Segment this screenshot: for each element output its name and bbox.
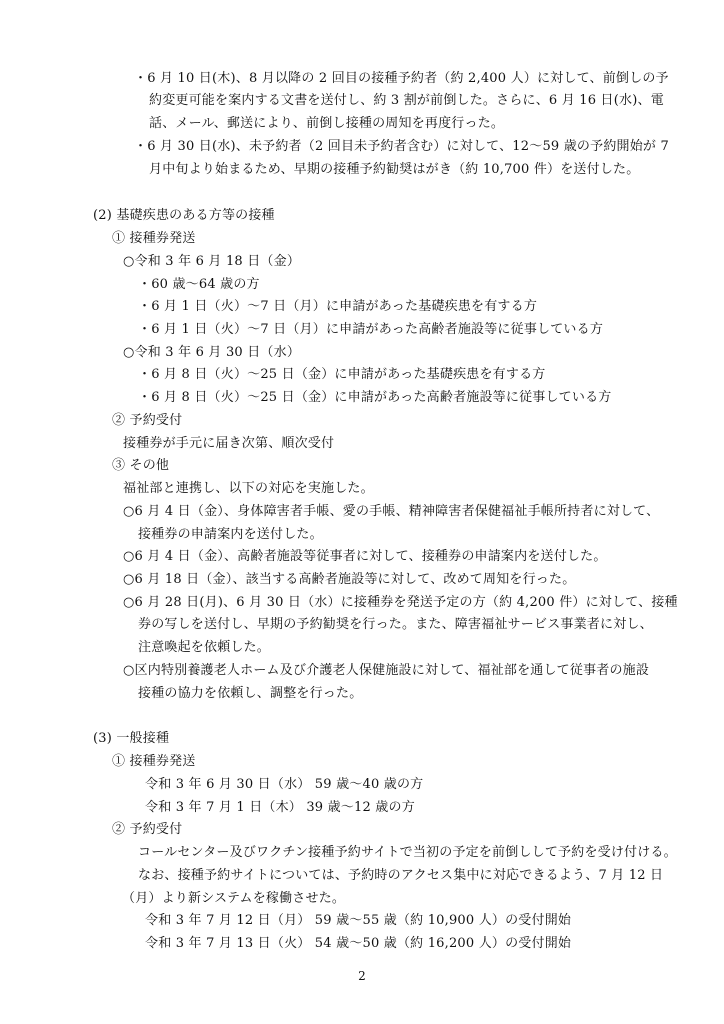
text-line: （月）より新システムを稼働させた。 <box>122 891 346 906</box>
text-line: ○6 月 4 日（金）、身体障害者手帳、愛の手帳、精神障害者保健福祉手帳所持者に対して、 <box>123 504 660 519</box>
text-line: (2) 基礎疾患のある方等の接種 <box>93 208 275 223</box>
text-line: ・6 月 1 日（火）～7 日（月）に申請があった高齢者施設等に従事している方 <box>138 322 604 337</box>
text-line: 福祉部と連携し、以下の対応を実施した。 <box>123 481 374 496</box>
text-line: 令和 3 年 6 月 30 日（水） 59 歳～40 歳の方 <box>145 777 424 792</box>
text-line: ・6 月 8 日（火）～25 日（金）に申請があった高齢者施設等に従事している方 <box>138 390 612 405</box>
text-line: 接種券が手元に届き次第、順次受付 <box>123 436 335 451</box>
page-number: 2 <box>358 969 366 983</box>
text-line: ○令和 3 年 6 月 18 日（金） <box>123 254 301 269</box>
text-line: ・6 月 30 日(水)、未予約者（2 回目未予約者含む）に対して、12～59 歳の予約開始が 7 <box>134 139 669 154</box>
text-line: ○6 月 28 日(月)、6 月 30 日（水）に接種券を発送予定の方（約 4,200 件）に対して、接種 <box>123 595 678 610</box>
text-line: ○6 月 18 日（金）、該当する高齢者施設等に対して、改めて周知を行った。 <box>123 572 576 587</box>
text-line: ① 接種券発送 <box>112 231 196 246</box>
text-line: ・6 月 1 日（火）～7 日（月）に申請があった基礎疾患を有する方 <box>138 299 538 314</box>
text-line: ○令和 3 年 6 月 30 日（水） <box>123 345 301 360</box>
text-line: 令和 3 年 7 月 1 日（木） 39 歳～12 歳の方 <box>145 800 415 815</box>
text-line: 注意喚起を依頼した。 <box>138 640 271 655</box>
text-line: ○6 月 4 日（金）、高齢者施設等従事者に対して、接種券の申請案内を送付した。 <box>123 549 607 564</box>
text-line: ① 接種券発送 <box>112 754 196 769</box>
text-line: ○区内特別養護老人ホーム及び介護老人保健施設に対して、福祉部を通して従事者の施設 <box>123 663 650 678</box>
text-line: 話、メール、郵送により、前倒し接種の周知を再度行った。 <box>149 116 505 131</box>
text-line: ・60 歳～64 歳の方 <box>138 277 260 292</box>
text-line: コールセンター及びワクチン接種予約サイトで当初の予定を前倒しして予約を受け付ける。 <box>138 845 677 860</box>
text-line: 券の写しを送付し、早期の予約勧奨を行った。また、障害福祉サービス事業者に対し、 <box>138 617 653 632</box>
text-line: 接種の協力を依頼し、調整を行った。 <box>138 686 363 701</box>
text-line: なお、接種予約サイトについては、予約時のアクセス集中に対応できるよう、7 月 12 日 <box>138 868 664 883</box>
text-line: 月中旬より始まるため、早期の接種予約勧奨はがき（約 10,700 件）を送付した。 <box>149 162 640 177</box>
text-line: (3) 一般接種 <box>93 731 170 746</box>
text-line: ・6 月 10 日(木)、8 月以降の 2 回目の接種予約者（約 2,400 人）に対して、前倒しの予 <box>134 71 669 86</box>
text-line: 令和 3 年 7 月 12 日（月） 59 歳～55 歳（約 10,900 人）の受付開始 <box>145 913 572 928</box>
text-line: 令和 3 年 7 月 13 日（火） 54 歳～50 歳（約 16,200 人）の受付開始 <box>145 936 572 951</box>
text-line: 接種券の申請案内を送付した。 <box>138 527 323 542</box>
text-line: ② 予約受付 <box>112 822 183 837</box>
text-line: ② 予約受付 <box>112 413 183 428</box>
text-line: 約変更可能を案内する文書を送付し、約 3 割が前倒した。さらに、6 月 16 日(水)、電 <box>149 93 664 108</box>
text-line: ③ その他 <box>112 458 170 473</box>
text-line: ・6 月 8 日（火）～25 日（金）に申請があった基礎疾患を有する方 <box>138 367 546 382</box>
